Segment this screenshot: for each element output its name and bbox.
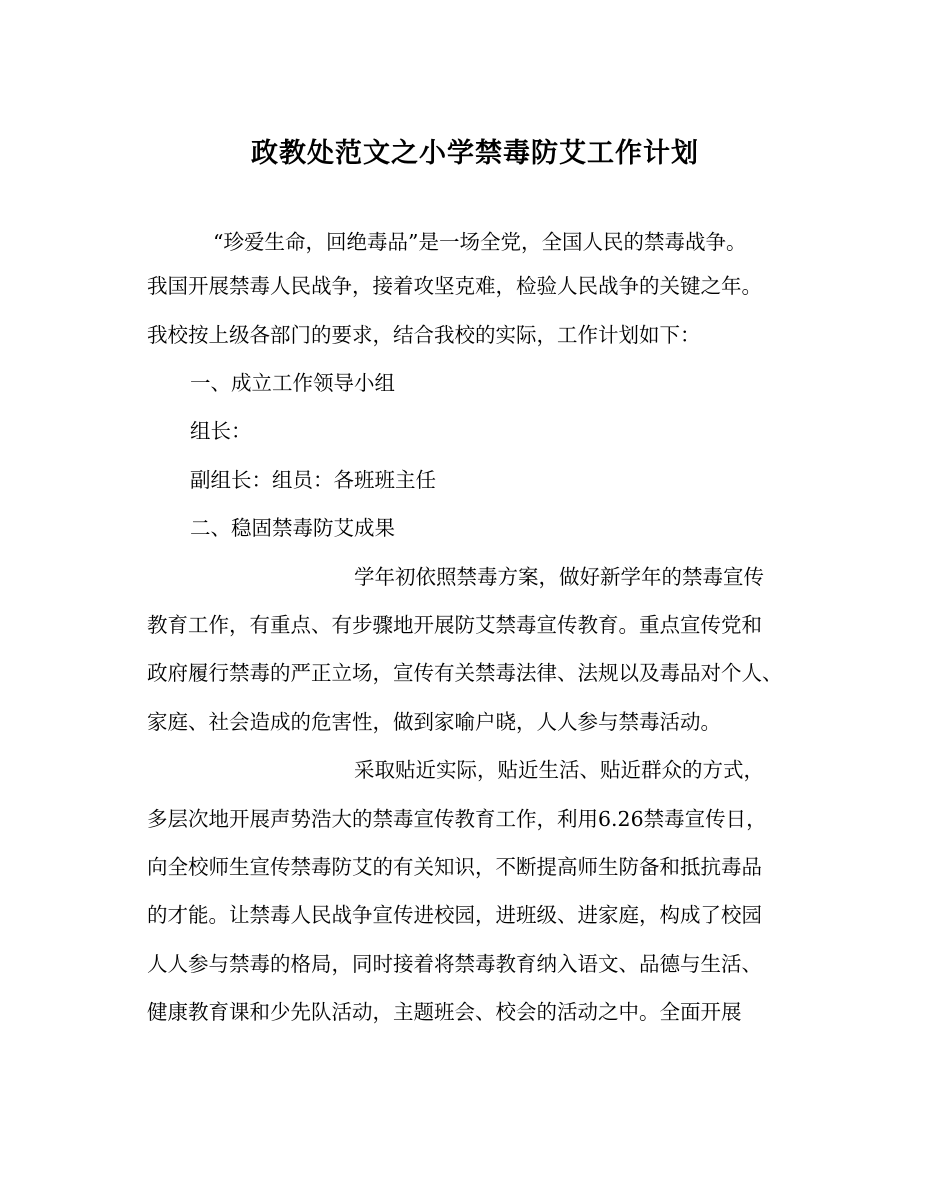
- paragraph-line: 我国开展禁毒人民战争，接着攻坚克难，检验人民战争的关键之年。: [147, 274, 762, 298]
- paragraph-line: 人人参与禁毒的格局，同时接着将禁毒教育纳入语文、品德与生活、: [147, 952, 762, 976]
- paragraph-line: 政府履行禁毒的严正立场，宣传有关禁毒法律、法规以及毒品对个人、: [147, 661, 783, 685]
- paragraph-line: 组长：: [190, 419, 252, 443]
- paragraph-line: 学年初依照禁毒方案，做好新学年的禁毒宣传: [354, 565, 764, 589]
- paragraph-line: 健康教育课和少先队活动，主题班会、校会的活动之中。全面开展: [147, 1000, 742, 1024]
- paragraph-line: 家庭、社会造成的危害性，做到家喻户晓，人人参与禁毒活动。: [147, 710, 721, 734]
- section-heading: 一、成立工作领导小组: [190, 371, 395, 395]
- paragraph-line: 的才能。让禁毒人民战争宣传进校园，进班级、进家庭，构成了校园: [147, 903, 762, 927]
- paragraph-line: 多层次地开展声势浩大的禁毒宣传教育工作，利用6.26禁毒宣传日，: [147, 807, 767, 831]
- paragraph-line: “珍爱生命，回绝毒品”是一场全党，全国人民的禁毒战争。: [213, 230, 747, 254]
- paragraph-line: 副组长：组员：各班班主任: [190, 468, 436, 492]
- document-title: 政教处范文之小学禁毒防艾工作计划: [251, 138, 699, 169]
- paragraph-line: 采取贴近实际，贴近生活、贴近群众的方式，: [354, 758, 764, 782]
- section-heading: 二、稳固禁毒防艾成果: [190, 516, 395, 540]
- paragraph-line: 教育工作，有重点、有步骤地开展防艾禁毒宣传教育。重点宣传党和: [147, 613, 762, 637]
- paragraph-line: 我校按上级各部门的要求，结合我校的实际，工作计划如下：: [147, 323, 701, 347]
- paragraph-line: 向全校师生宣传禁毒防艾的有关知识，不断提高师生防备和抵抗毒品: [147, 855, 762, 879]
